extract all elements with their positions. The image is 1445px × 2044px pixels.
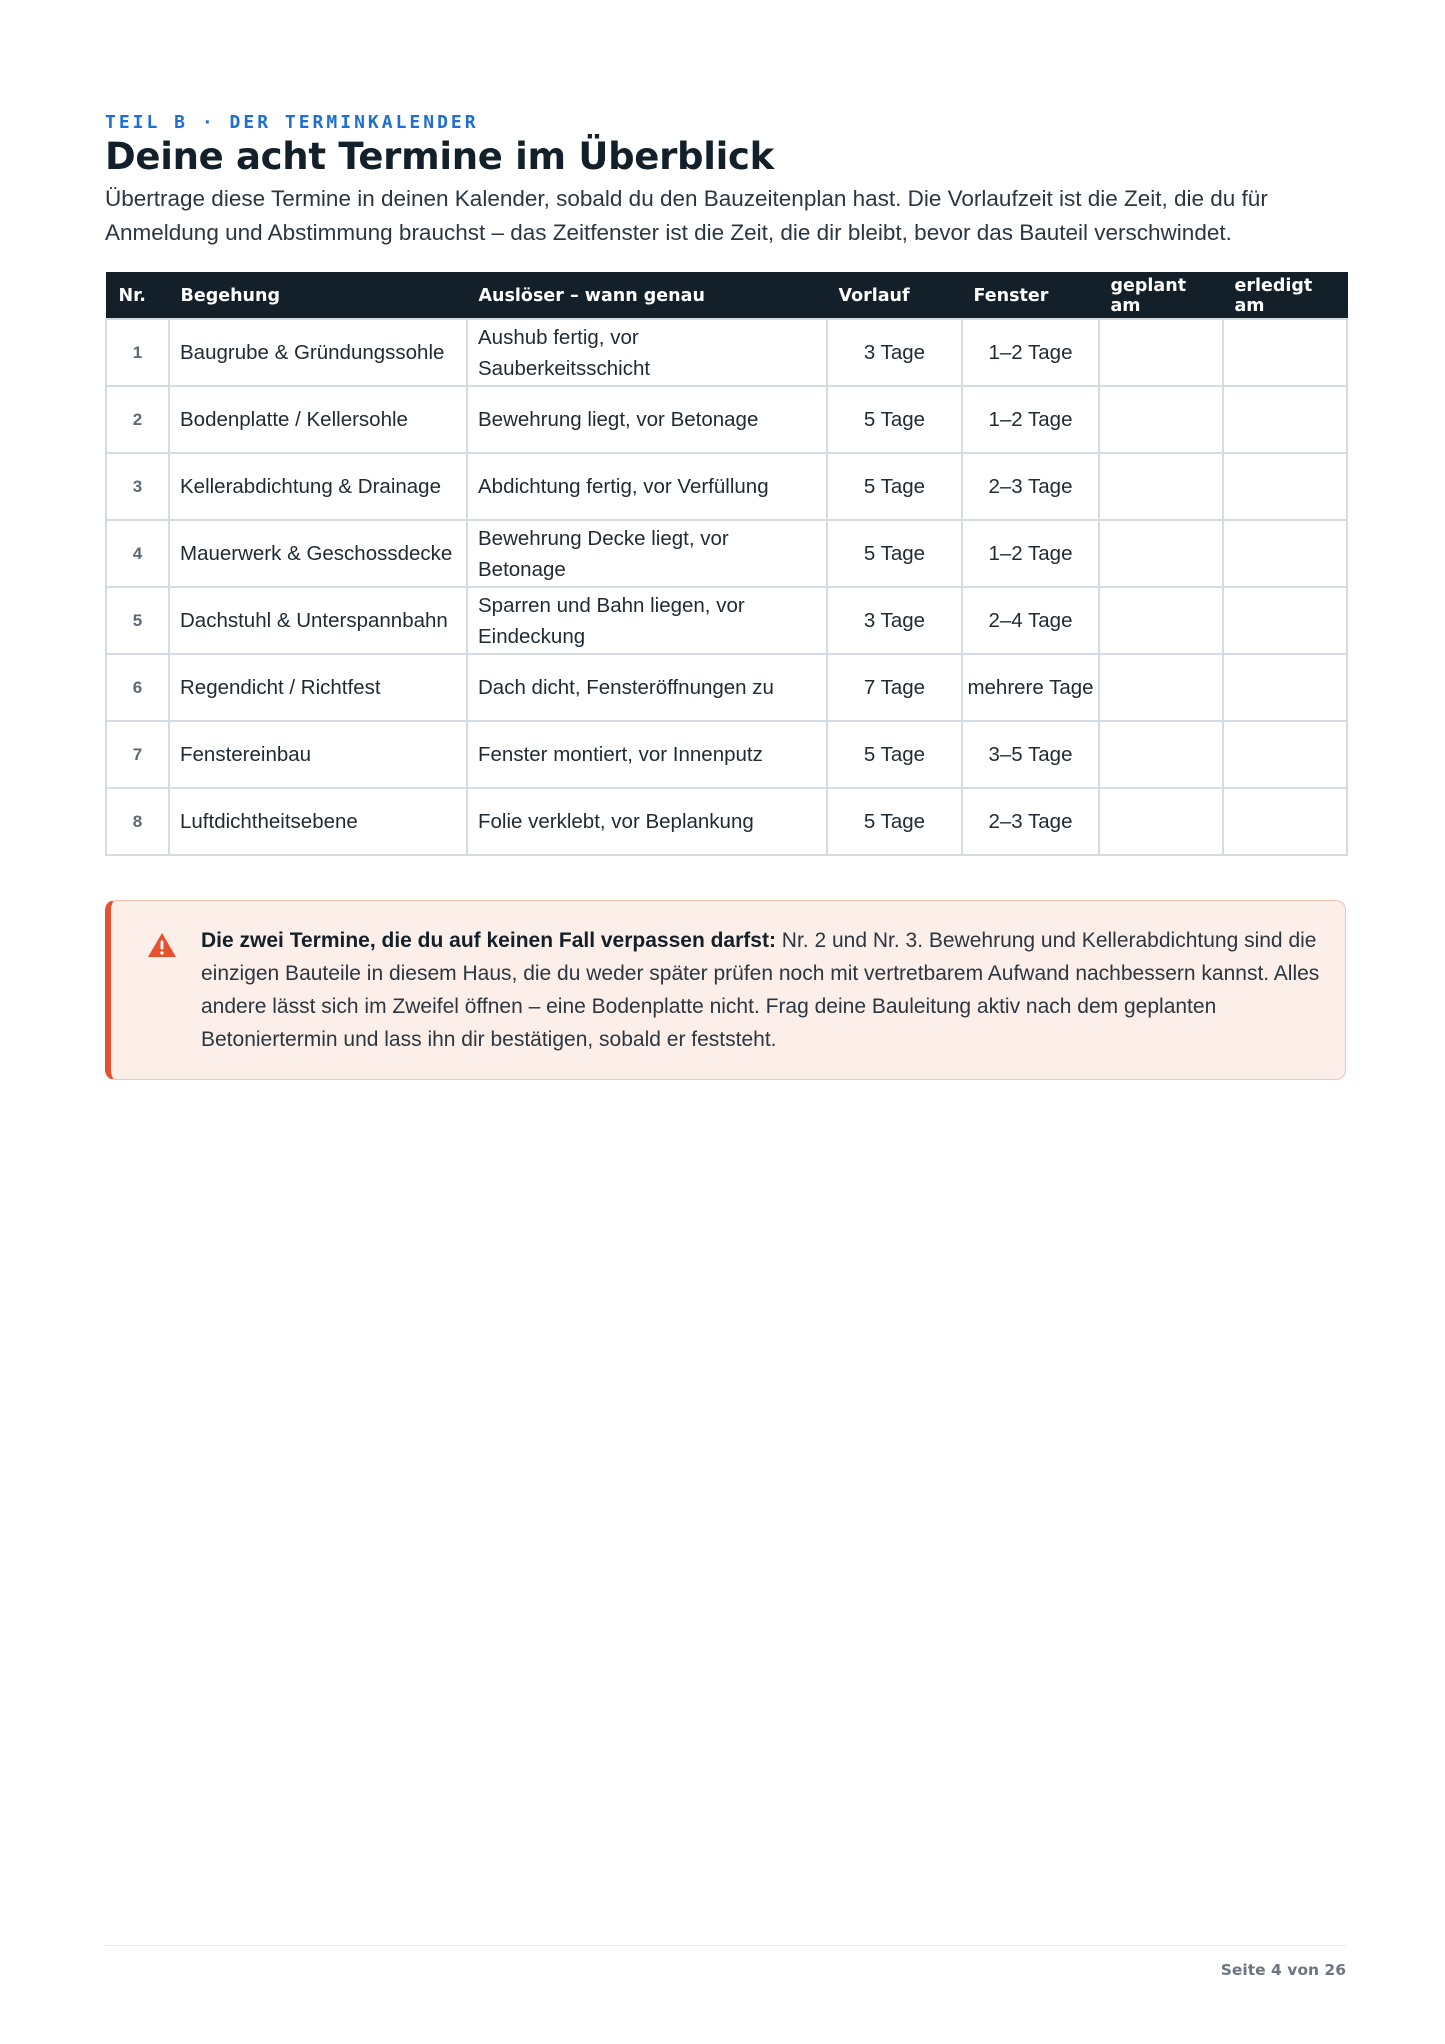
cell-fenster: 2–3 Tage	[962, 788, 1099, 855]
column-header-nr: Nr.	[106, 273, 169, 320]
cell-fenster: 1–2 Tage	[962, 386, 1099, 453]
callout-text	[201, 924, 1321, 1056]
cell-begehung: Mauerwerk & Geschossdecke	[169, 520, 467, 587]
cell-erledigt-am	[1223, 386, 1347, 453]
cell-vorlauf: 5 Tage	[827, 453, 962, 520]
cell-geplant-am	[1099, 520, 1223, 587]
footer-divider	[105, 1945, 1346, 1946]
callout-lead: Die zwei Termine, die du auf keinen Fall verpassen darfst:	[201, 929, 776, 952]
cell-geplant-am	[1099, 587, 1223, 654]
column-header-ausloeser: Auslöser – wann genau	[467, 273, 827, 320]
table-row	[106, 788, 1347, 855]
cell-nr: 2	[106, 386, 169, 453]
table-row	[106, 721, 1347, 788]
callout-body: Nr. 2 und Nr. 3. Bewehrung und Kellerabdichtung sind die einzigen Bauteile in diesem Haus, die du weder später prüfen noch mit vertretbarem Aufwand nachbessern kannst. Alles andere lässt sich im Zweifel öffnen – eine Bodenplatte nicht. Frag deine Bauleitung aktiv nach dem geplanten Betoniertermin und lass ihn dir bestätigen, sobald er feststeht.	[201, 929, 1320, 1051]
table-row	[106, 319, 1347, 386]
cell-begehung: Dachstuhl & Unterspannbahn	[169, 587, 467, 654]
section-kicker: TEIL B · DER TERMINKALENDER	[105, 112, 479, 133]
table-row	[106, 587, 1347, 654]
cell-ausloeser: Dach dicht, Fensteröffnungen zu	[467, 654, 827, 721]
warning-icon	[147, 932, 177, 958]
warning-callout	[105, 900, 1346, 1080]
cell-fenster: 1–2 Tage	[962, 520, 1099, 587]
cell-ausloeser: Fenster montiert, vor Innenputz	[467, 721, 827, 788]
cell-nr: 3	[106, 453, 169, 520]
column-header-vorlauf: Vorlauf	[827, 273, 962, 320]
cell-begehung: Kellerabdichtung & Drainage	[169, 453, 467, 520]
cell-vorlauf: 7 Tage	[827, 654, 962, 721]
cell-fenster: 2–3 Tage	[962, 453, 1099, 520]
cell-begehung: Fenstereinbau	[169, 721, 467, 788]
cell-erledigt-am	[1223, 654, 1347, 721]
cell-nr: 6	[106, 654, 169, 721]
table-row	[106, 654, 1347, 721]
cell-fenster: 2–4 Tage	[962, 587, 1099, 654]
page-number: Seite 4 von 26	[1220, 1961, 1346, 1979]
cell-erledigt-am	[1223, 453, 1347, 520]
cell-geplant-am	[1099, 721, 1223, 788]
cell-ausloeser: Folie verklebt, vor Beplankung	[467, 788, 827, 855]
cell-ausloeser: Sparren und Bahn liegen, vor Eindeckung	[467, 587, 827, 654]
cell-vorlauf: 3 Tage	[827, 587, 962, 654]
cell-begehung: Luftdichtheitsebene	[169, 788, 467, 855]
cell-fenster: 1–2 Tage	[962, 319, 1099, 386]
column-header-begehung: Begehung	[169, 273, 467, 320]
cell-erledigt-am	[1223, 319, 1347, 386]
cell-nr: 5	[106, 587, 169, 654]
cell-erledigt-am	[1223, 788, 1347, 855]
cell-erledigt-am	[1223, 520, 1347, 587]
cell-geplant-am	[1099, 453, 1223, 520]
appointments-table	[105, 272, 1348, 856]
cell-erledigt-am	[1223, 587, 1347, 654]
table-header-row	[106, 273, 1347, 320]
cell-geplant-am	[1099, 788, 1223, 855]
cell-nr: 7	[106, 721, 169, 788]
cell-vorlauf: 5 Tage	[827, 721, 962, 788]
table-row	[106, 386, 1347, 453]
table-row	[106, 520, 1347, 587]
cell-erledigt-am	[1223, 721, 1347, 788]
cell-vorlauf: 3 Tage	[827, 319, 962, 386]
cell-geplant-am	[1099, 386, 1223, 453]
cell-vorlauf: 5 Tage	[827, 788, 962, 855]
column-header-erledigt-am: erledigt am	[1223, 273, 1347, 320]
cell-begehung: Baugrube & Gründungssohle	[169, 319, 467, 386]
cell-geplant-am	[1099, 654, 1223, 721]
cell-begehung: Regendicht / Richtfest	[169, 654, 467, 721]
cell-nr: 1	[106, 319, 169, 386]
page-title: Deine acht Termine im Überblick	[105, 135, 774, 178]
cell-ausloeser: Aushub fertig, vor Sauberkeitsschicht	[467, 319, 827, 386]
cell-ausloeser: Abdichtung fertig, vor Verfüllung	[467, 453, 827, 520]
cell-nr: 4	[106, 520, 169, 587]
cell-fenster: mehrere Tage	[962, 654, 1099, 721]
table-row	[106, 453, 1347, 520]
cell-vorlauf: 5 Tage	[827, 386, 962, 453]
cell-nr: 8	[106, 788, 169, 855]
column-header-geplant-am: geplant am	[1099, 273, 1223, 320]
page-content	[105, 112, 1346, 856]
column-header-fenster: Fenster	[962, 273, 1099, 320]
intro-paragraph: Übertrage diese Termine in deinen Kalender, sobald du den Bauzeitenplan hast. Die Vorlaufzeit ist die Zeit, die du für Anmeldung und Abstimmung brauchst – das Zeitfenster ist die Zeit, die dir bleibt, bevor das Bauteil verschwindet.	[105, 186, 1268, 245]
cell-begehung: Bodenplatte / Kellersohle	[169, 386, 467, 453]
cell-ausloeser: Bewehrung Decke liegt, vor Betonage	[467, 520, 827, 587]
cell-ausloeser: Bewehrung liegt, vor Betonage	[467, 386, 827, 453]
cell-fenster: 3–5 Tage	[962, 721, 1099, 788]
cell-geplant-am	[1099, 319, 1223, 386]
cell-vorlauf: 5 Tage	[827, 520, 962, 587]
